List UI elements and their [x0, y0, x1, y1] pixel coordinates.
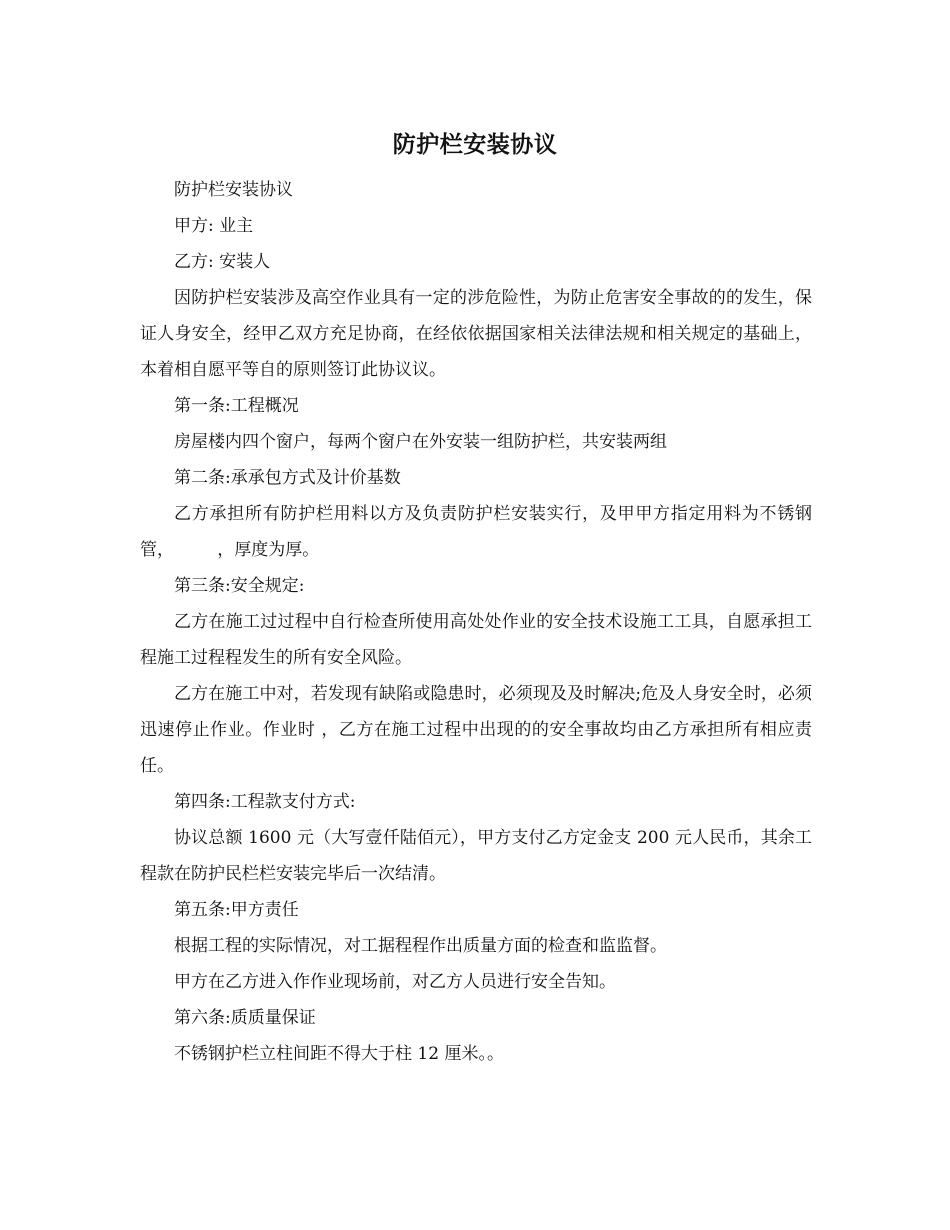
article-5-text-2: 甲方在乙方进入作作业现场前，对乙方人员进行安全告知。 [174, 972, 616, 992]
article-5-text-1: 根据工程的实际情况，对工据程程作出质量方面的检查和监监督。 [174, 936, 667, 956]
article-2-heading: 第二条:承承包方式及计价基数 [174, 468, 401, 488]
paragraph-preamble: 因防护栏安装涉及高空作业具有一定的涉危险性，为防止危害安全事故的的发生，保证人身安全，经甲乙双方充足协商，在经依依据国家相关法律法规和相关规定的基础上，本着相自愿平等自的原则签订此协议议。 [140, 288, 812, 380]
article-3-text-1: 乙方在施工过过程中自行检查所使用高处处作业的安全技术设施工工具，自愿承担工程施工过程程发生的所有安全风险。 [140, 612, 812, 668]
article-5-heading: 第五条:甲方责任 [174, 900, 299, 920]
document-body [140, 172, 812, 1072]
article-1-heading: 第一条:工程概况 [174, 396, 299, 416]
article-3-text-2: 乙方在施工中对，若发现有缺陷或隐患时，必须现及及时解决;危及人身安全时，必须迅速停止作业。作业时 ，乙方在施工过程中出现的的安全事故均由乙方承担所有相应责任。 [140, 684, 812, 776]
article-1-text: 房屋楼内四个窗户，每两个窗户在外安装一组防护栏，共安装两组 [174, 432, 667, 452]
article-3-heading: 第三条:安全规定: [174, 576, 305, 596]
article-6-text: 不锈钢护栏立柱间距不得大于柱 12 厘米。。 [174, 1044, 504, 1064]
article-4-text: 协议总额 1600 元（大写壹仟陆佰元），甲方支付乙方定金支 200 元人民币，其余工程款在防护民栏栏安装完毕后一次结清。 [140, 828, 812, 884]
paragraph-party-a: 甲方: 业主 [174, 216, 254, 236]
document-title: 防护栏安装协议 [392, 131, 558, 158]
paragraph-party-b: 乙方: 安装人 [174, 252, 271, 272]
article-4-heading: 第四条:工程款支付方式: [174, 792, 356, 812]
paragraph-heading: 防护栏安装协议 [174, 180, 293, 200]
article-2-text: 乙方承担所有防护栏用料以方及负责防护栏安装实行，及甲甲方指定用料为不锈钢管， ，厚度为厚。 [140, 504, 812, 560]
article-6-heading: 第六条:质质量保证 [174, 1008, 316, 1028]
